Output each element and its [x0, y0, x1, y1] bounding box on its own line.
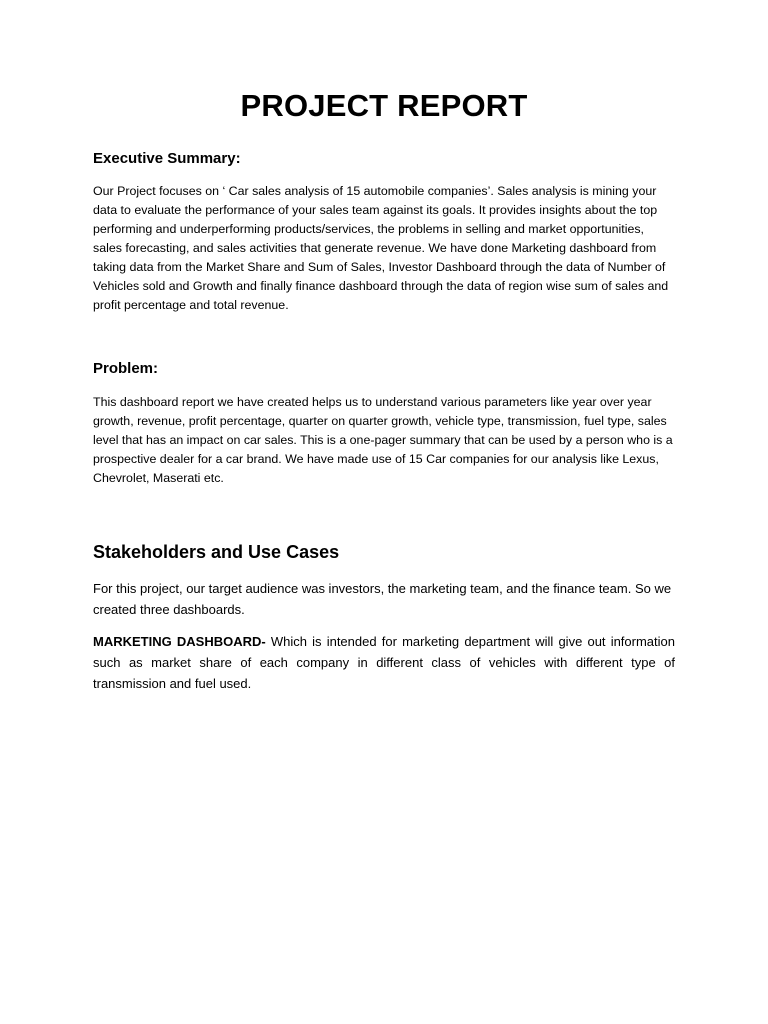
problem-heading: Problem:: [93, 360, 159, 377]
marketing-dashboard-paragraph: [93, 631, 675, 694]
stakeholders-intro-paragraph: For this project, our target audience was investors, the marketing team, and the finance team. So we created three dashboards.: [93, 581, 672, 617]
stakeholders-heading: Stakeholders and Use Cases: [93, 542, 340, 562]
executive-summary-paragraph: Our Project focuses on ‘ Car sales analysis of 15 automobile companies’. Sales analysis is mining your data to evaluate the performance of your sales team against its goals. It provides insights about the top performing and underperforming products/services, the problems in selling and market opportunities, sales forecasting, and sales activities that generate revenue. We have done Marketing dashboard from taking data from the Market Share and Sum of Sales, Investor Dashboard through the data of Number of Vehicles sold and Growth and finally finance dashboard through the data of region wise sum of sales and profit percentage and total revenue.: [93, 184, 669, 312]
executive-summary-heading: Executive Summary:: [93, 150, 241, 167]
marketing-dashboard-text: Which is intended for marketing department will give out information such as market share of each company in different class of vehicles with different type of transmission and fuel used.: [93, 634, 675, 691]
marketing-dashboard-label: MARKETING DASHBOARD-: [93, 634, 266, 649]
page-title: PROJECT REPORT: [240, 88, 528, 123]
problem-paragraph: This dashboard report we have created helps us to understand various parameters like year over year growth, revenue, profit percentage, quarter on quarter growth, vehicle type, transmission, fuel type, sales level that has an impact on car sales. This is a one-pager summary that can be used by a person who is a prospective dealer for a car brand. We have made use of 15 Car companies for our analysis like Lexus, Chevrolet, Maserati etc.: [93, 395, 673, 485]
